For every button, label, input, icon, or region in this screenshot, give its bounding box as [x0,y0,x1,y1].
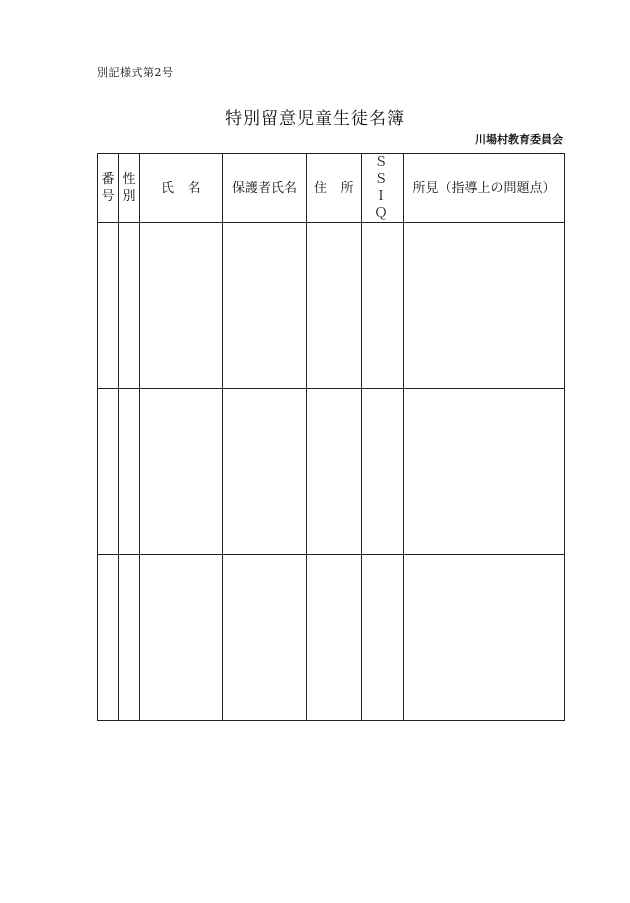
cell-remarks[interactable] [404,389,565,555]
cell-address[interactable] [307,555,362,721]
header-address [307,154,362,223]
header-name-label: 氏 名 [161,180,201,196]
cell-address[interactable] [307,389,362,555]
cell-guardian[interactable] [223,389,307,555]
cell-number[interactable] [98,223,119,389]
cell-ssiq[interactable] [362,389,404,555]
header-gender [119,154,140,223]
header-remarks [404,154,565,223]
header-name [140,154,223,223]
table-row [98,389,565,555]
header-ssiq [362,154,404,223]
cell-remarks[interactable] [404,555,565,721]
header-remarks-label: 所見（指導上の問題点） [412,180,556,196]
header-guardian-label: 保護者氏名 [231,180,297,196]
cell-address[interactable] [307,223,362,389]
cell-gender[interactable] [119,223,140,389]
header-guardian [223,154,307,223]
cell-remarks[interactable] [404,223,565,389]
table-row [98,555,565,721]
form-label: 別記様式第2号 [97,66,174,79]
table-row [98,223,565,389]
cell-guardian[interactable] [223,555,307,721]
table-header-row [98,154,565,223]
cell-ssiq[interactable] [362,223,404,389]
cell-name[interactable] [140,389,223,555]
header-number [98,154,119,223]
student-roster-table [97,153,565,721]
cell-name[interactable] [140,223,223,389]
header-address-label: 住 所 [314,180,354,196]
cell-number[interactable] [98,389,119,555]
cell-gender[interactable] [119,555,140,721]
cell-gender[interactable] [119,389,140,555]
header-number-label: 番号 [101,172,115,204]
page-title: 特別留意児童生徒名簿 [225,109,405,129]
cell-guardian[interactable] [223,223,307,389]
header-ssiq-label: ＳＳＩＱ [374,155,391,221]
cell-number[interactable] [98,555,119,721]
cell-name[interactable] [140,555,223,721]
cell-ssiq[interactable] [362,555,404,721]
issuer-name: 川場村教育委員会 [475,133,563,146]
header-gender-label: 性別 [122,172,136,204]
